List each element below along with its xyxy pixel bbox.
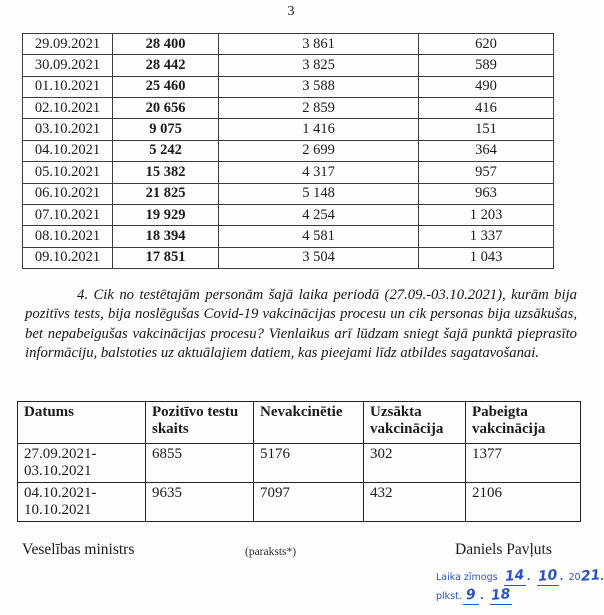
- stamp-label: Laika zīmogs: [436, 572, 498, 583]
- table-row: [23, 247, 554, 268]
- date-cell: 02.10.2021: [23, 98, 113, 119]
- value-cell: 1 416: [219, 119, 419, 140]
- table-header-row: [18, 402, 581, 444]
- date-cell: 08.10.2021: [23, 226, 113, 247]
- date-range-cell: [18, 483, 146, 522]
- value-cell: 302: [364, 444, 466, 483]
- date-range-cell: [18, 444, 146, 483]
- date-cell: 05.10.2021: [23, 162, 113, 183]
- value-cell: 2 699: [219, 140, 419, 161]
- question-paragraph: 4. Cik no testētajām personām šajā laika periodā (27.09.-03.10.2021), kurām bija pozitīvs tests, bija noslēgušas Covid-19 vakcinācijas procesu un cik personas bija uzsākušas, bet nepabeigušas vakcinācijas procesu? Vienlaikus arī lūdzam sniegt šajā punktā pieprasīto informāciju, balstoties uz aktuālajiem datiem, kas pieejami līdz atbildes sagatavošanai.: [25, 287, 577, 362]
- value-cell: 1 337: [419, 226, 554, 247]
- value-cell: 1 203: [419, 204, 554, 225]
- stamp-separator: .: [526, 572, 531, 583]
- value-cell: 3 861: [219, 34, 419, 55]
- value-cell: 25 460: [113, 76, 219, 97]
- stamp-month-slot: [537, 566, 559, 586]
- table-row: [23, 140, 554, 161]
- header-pabeigta-vakcinacija: Pabeigta vakcinācija: [466, 402, 581, 444]
- date-range-line: 27.09.2021-: [24, 446, 97, 462]
- date-cell: 03.10.2021: [23, 119, 113, 140]
- value-cell: 4 581: [219, 226, 419, 247]
- stamp-month-handwritten: 10: [537, 567, 558, 585]
- value-cell: 20 656: [113, 98, 219, 119]
- stamp-time-line: [436, 585, 596, 605]
- value-cell: 5 148: [219, 183, 419, 204]
- page-number: 3: [287, 4, 295, 19]
- header-pozitivo-testu-skaits: Pozitīvo testu skaits: [146, 402, 254, 444]
- stamp-separator: .: [559, 572, 564, 583]
- value-cell: 21 825: [113, 183, 219, 204]
- table-row: [23, 183, 554, 204]
- table-row: [18, 444, 581, 483]
- minister-title: Veselības ministrs: [22, 541, 135, 558]
- value-cell: 19 929: [113, 204, 219, 225]
- value-cell: 7097: [254, 483, 364, 522]
- value-cell: 18 394: [113, 226, 219, 247]
- stamp-hour-handwritten: 9: [465, 586, 477, 604]
- value-cell: 151: [419, 119, 554, 140]
- value-cell: 5176: [254, 444, 364, 483]
- stamp-time-label: plkst.: [436, 591, 462, 602]
- table-row: [23, 226, 554, 247]
- value-cell: 490: [419, 76, 554, 97]
- date-cell: 30.09.2021: [23, 55, 113, 76]
- time-stamp: [436, 566, 604, 605]
- table-row: [23, 162, 554, 183]
- value-cell: 4 254: [219, 204, 419, 225]
- table-row: [23, 119, 554, 140]
- value-cell: 364: [419, 140, 554, 161]
- date-range-line: 03.10.2021: [24, 463, 92, 479]
- date-cell: 01.10.2021: [23, 76, 113, 97]
- stamp-day-slot: [504, 566, 526, 586]
- date-cell: 07.10.2021: [23, 204, 113, 225]
- header-uzsakta-vakcinacija: Uzsākta vakcinācija: [364, 402, 466, 444]
- value-cell: 5 242: [113, 140, 219, 161]
- daily-testing-table: [22, 33, 554, 269]
- signature-placeholder: (paraksts*): [245, 546, 297, 558]
- header-nevakcinetie: Nevakcinētie: [254, 402, 364, 444]
- value-cell: 17 851: [113, 247, 219, 268]
- value-cell: 432: [364, 483, 466, 522]
- stamp-year-handwritten: 21: [579, 567, 601, 585]
- value-cell: 3 504: [219, 247, 419, 268]
- date-range-line: 10.10.2021: [24, 502, 92, 518]
- table-row: [23, 204, 554, 225]
- value-cell: 3 825: [219, 55, 419, 76]
- minister-name: Daniels Pavļuts: [455, 541, 552, 558]
- date-cell: 06.10.2021: [23, 183, 113, 204]
- value-cell: 1377: [466, 444, 581, 483]
- table-row: [23, 55, 554, 76]
- stamp-year-prefix: 20: [568, 572, 581, 583]
- stamp-date-line: [436, 566, 604, 586]
- table-row: [23, 76, 554, 97]
- date-cell: 04.10.2021: [23, 140, 113, 161]
- value-cell: 6855: [146, 444, 254, 483]
- value-cell: 2 859: [219, 98, 419, 119]
- stamp-minute-slot: [490, 585, 512, 605]
- stamp-day-handwritten: 14: [504, 567, 526, 585]
- value-cell: 589: [419, 55, 554, 76]
- value-cell: 28 400: [113, 34, 219, 55]
- value-cell: 3 588: [219, 76, 419, 97]
- value-cell: 1 043: [419, 247, 554, 268]
- value-cell: 9635: [146, 483, 254, 522]
- date-cell: 09.10.2021: [23, 247, 113, 268]
- stamp-separator: .: [479, 591, 484, 602]
- value-cell: 620: [419, 34, 554, 55]
- value-cell: 963: [419, 183, 554, 204]
- value-cell: 28 442: [113, 55, 219, 76]
- vaccination-summary-table: [17, 401, 581, 522]
- stamp-separator: .: [600, 572, 604, 583]
- table-row: [18, 483, 581, 522]
- date-range-line: 04.10.2021-: [24, 485, 97, 501]
- value-cell: 416: [419, 98, 554, 119]
- value-cell: 9 075: [113, 119, 219, 140]
- value-cell: 957: [419, 162, 554, 183]
- header-datums: Datums: [18, 402, 146, 444]
- stamp-hour-slot: [463, 585, 479, 605]
- table-row: [23, 34, 554, 55]
- table-row: [23, 98, 554, 119]
- value-cell: 15 382: [113, 162, 219, 183]
- date-cell: 29.09.2021: [23, 34, 113, 55]
- value-cell: 4 317: [219, 162, 419, 183]
- value-cell: 2106: [466, 483, 581, 522]
- stamp-minute-handwritten: 18: [490, 586, 512, 604]
